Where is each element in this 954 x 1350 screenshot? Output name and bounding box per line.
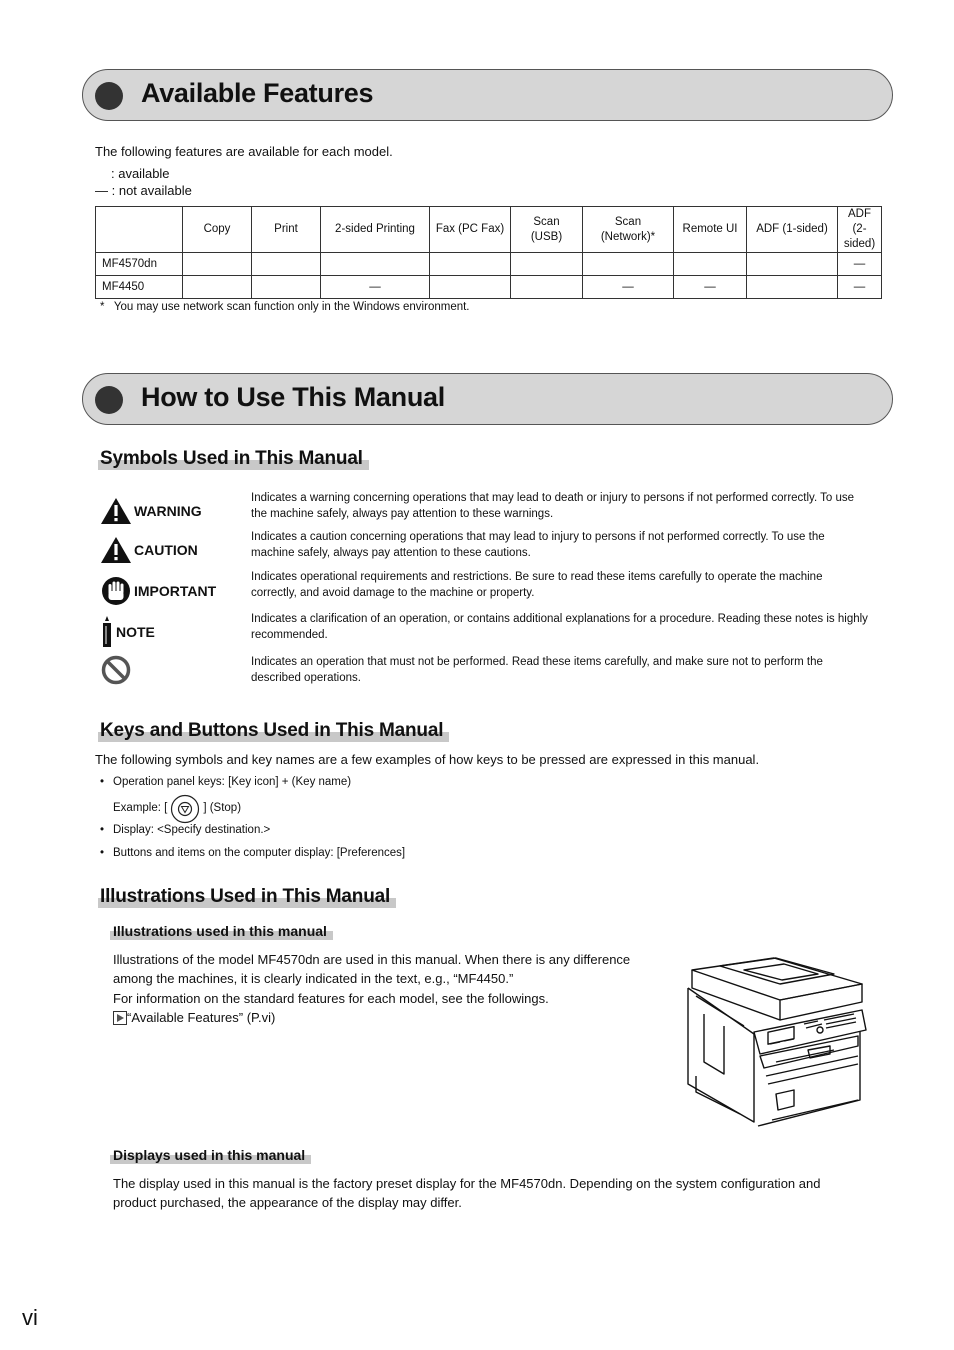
table-cell bbox=[183, 253, 252, 276]
table-cell bbox=[321, 253, 430, 276]
table-header: Print bbox=[252, 207, 321, 253]
warning-triangle-icon bbox=[100, 497, 132, 525]
table-cell bbox=[511, 276, 583, 299]
table-cell: — bbox=[838, 276, 882, 299]
list-item bbox=[100, 776, 351, 788]
symbols-heading: Symbols Used in This Manual bbox=[98, 448, 369, 470]
table-cell bbox=[430, 276, 511, 299]
symbol-description: Indicates an operation that must not be performed. Read these items carefully, and make sure not to perform the described operations. bbox=[251, 656, 823, 684]
table-row bbox=[96, 276, 882, 299]
legend-not-available: — : not available bbox=[95, 183, 192, 198]
illustrations-subheading: Illustrations used in this manual bbox=[110, 922, 333, 940]
list-item bbox=[100, 824, 270, 836]
keys-intro: The following symbols and key names are a few examples of how keys to be pressed are expressed in this manual. bbox=[95, 752, 760, 767]
symbol-label: WARNING bbox=[134, 503, 202, 519]
illustrations-paragraph: Illustrations of the model MF4570dn are used in this manual. When there is any difference bbox=[113, 952, 631, 967]
reference-arrow-icon bbox=[113, 1011, 127, 1025]
table-header-row bbox=[96, 207, 882, 253]
stop-key-icon bbox=[170, 794, 200, 824]
footnote-mark: * bbox=[100, 301, 105, 313]
section-banner-how-to-use bbox=[82, 373, 893, 425]
table-cell bbox=[252, 276, 321, 299]
example-prefix: Example: [ bbox=[113, 802, 168, 815]
illustrations-heading: Illustrations Used in This Manual bbox=[98, 886, 396, 908]
keys-heading: Keys and Buttons Used in This Manual bbox=[98, 720, 449, 742]
table-header: Scan (Network)* bbox=[583, 207, 674, 253]
table-row bbox=[96, 253, 882, 276]
table-header: ADF (1-sided) bbox=[747, 207, 838, 253]
table-cell: — bbox=[674, 276, 747, 299]
symbol-description: Indicates a caution concerning operations that may lead to injury to persons if not performed correctly. To use the machine safely, always pay attention to these cautions. bbox=[251, 531, 825, 559]
symbol-description: Indicates operational requirements and restrictions. Be sure to read these items carefully to operate the machine correctly, and avoid damage to the machine or property. bbox=[251, 571, 823, 599]
table-header: 2-sided Printing bbox=[321, 207, 430, 253]
section-title: Available Features bbox=[141, 78, 374, 108]
prohibited-icon bbox=[100, 654, 132, 686]
illustrations-paragraph: For information on the standard features for each model, see the followings. bbox=[113, 991, 549, 1006]
table-header: Copy bbox=[183, 207, 252, 253]
table-cell bbox=[252, 253, 321, 276]
table-cell: — bbox=[583, 276, 674, 299]
bullet-char: • bbox=[100, 847, 105, 859]
bullet-text: Display: <Specify destination.> bbox=[113, 824, 271, 836]
table-cell: — bbox=[838, 253, 882, 276]
section-banner-available-features bbox=[82, 69, 893, 121]
table-cell bbox=[183, 276, 252, 299]
footnote-text: You may use network scan function only in the Windows environment. bbox=[113, 301, 470, 313]
legend-available: : available bbox=[111, 166, 170, 181]
table-cell bbox=[430, 253, 511, 276]
bullet-char: • bbox=[100, 776, 105, 788]
table-header: Fax (PC Fax) bbox=[430, 207, 511, 253]
table-cell bbox=[583, 253, 674, 276]
table-cell bbox=[747, 253, 838, 276]
example-suffix: ] (Stop) bbox=[203, 802, 242, 815]
table-cell bbox=[674, 253, 747, 276]
caution-triangle-icon bbox=[100, 536, 132, 564]
table-header bbox=[96, 207, 183, 253]
section-title: How to Use This Manual bbox=[141, 382, 445, 412]
hand-stop-icon bbox=[100, 576, 132, 606]
printer-illustration bbox=[684, 944, 868, 1130]
bullet-dot-icon bbox=[95, 82, 123, 110]
link-text: “Available Features” (P.vi) bbox=[127, 1010, 276, 1025]
list-item bbox=[100, 847, 405, 859]
displays-paragraph: The display used in this manual is the factory preset display for the MF4570dn. Depending on the system configuration and bbox=[113, 1176, 821, 1191]
displays-subheading: Displays used in this manual bbox=[110, 1146, 311, 1164]
displays-paragraph: product purchased, the appearance of the display may differ. bbox=[113, 1195, 462, 1210]
table-header: Remote UI bbox=[674, 207, 747, 253]
symbol-label: IMPORTANT bbox=[134, 583, 217, 599]
table-cell: — bbox=[321, 276, 430, 299]
key-example bbox=[113, 794, 241, 824]
symbol-important bbox=[100, 576, 216, 606]
symbol-description: Indicates a warning concerning operations that may lead to death or injury to persons if not performed correctly. To use the machine safely, always pay attention to these warnings. bbox=[251, 492, 855, 520]
table-cell bbox=[747, 276, 838, 299]
symbol-warning bbox=[100, 497, 202, 525]
symbol-label: NOTE bbox=[116, 624, 155, 640]
available-features-link[interactable] bbox=[113, 1008, 275, 1027]
pencil-note-icon bbox=[100, 616, 114, 648]
table-cell: MF4450 bbox=[96, 276, 183, 299]
bullet-text: Operation panel keys: [Key icon] + (Key name) bbox=[113, 776, 352, 788]
symbol-caution bbox=[100, 536, 198, 564]
symbol-description: Indicates a clarification of an operation, or contains additional explanations for a procedure. Reading these notes is highly recommended. bbox=[251, 613, 868, 641]
table-header: Scan (USB) bbox=[511, 207, 583, 253]
table-footnote bbox=[100, 300, 470, 316]
symbol-prohibited bbox=[100, 654, 132, 686]
bullet-text: Buttons and items on the computer display: [Preferences] bbox=[113, 847, 406, 859]
bullet-char: • bbox=[100, 824, 105, 836]
illustrations-paragraph: among the machines, it is clearly indicated in the text, e.g., “MF4450.” bbox=[113, 971, 514, 986]
symbol-note bbox=[100, 616, 155, 648]
features-intro: The following features are available for each model. bbox=[95, 144, 393, 159]
table-cell: MF4570dn bbox=[96, 253, 183, 276]
page-number: vi bbox=[22, 1305, 38, 1330]
table-header: ADF (2-sided) bbox=[838, 207, 882, 253]
table-cell bbox=[511, 253, 583, 276]
symbol-label: CAUTION bbox=[134, 542, 198, 558]
bullet-dot-icon bbox=[95, 386, 123, 414]
features-table bbox=[95, 206, 882, 299]
